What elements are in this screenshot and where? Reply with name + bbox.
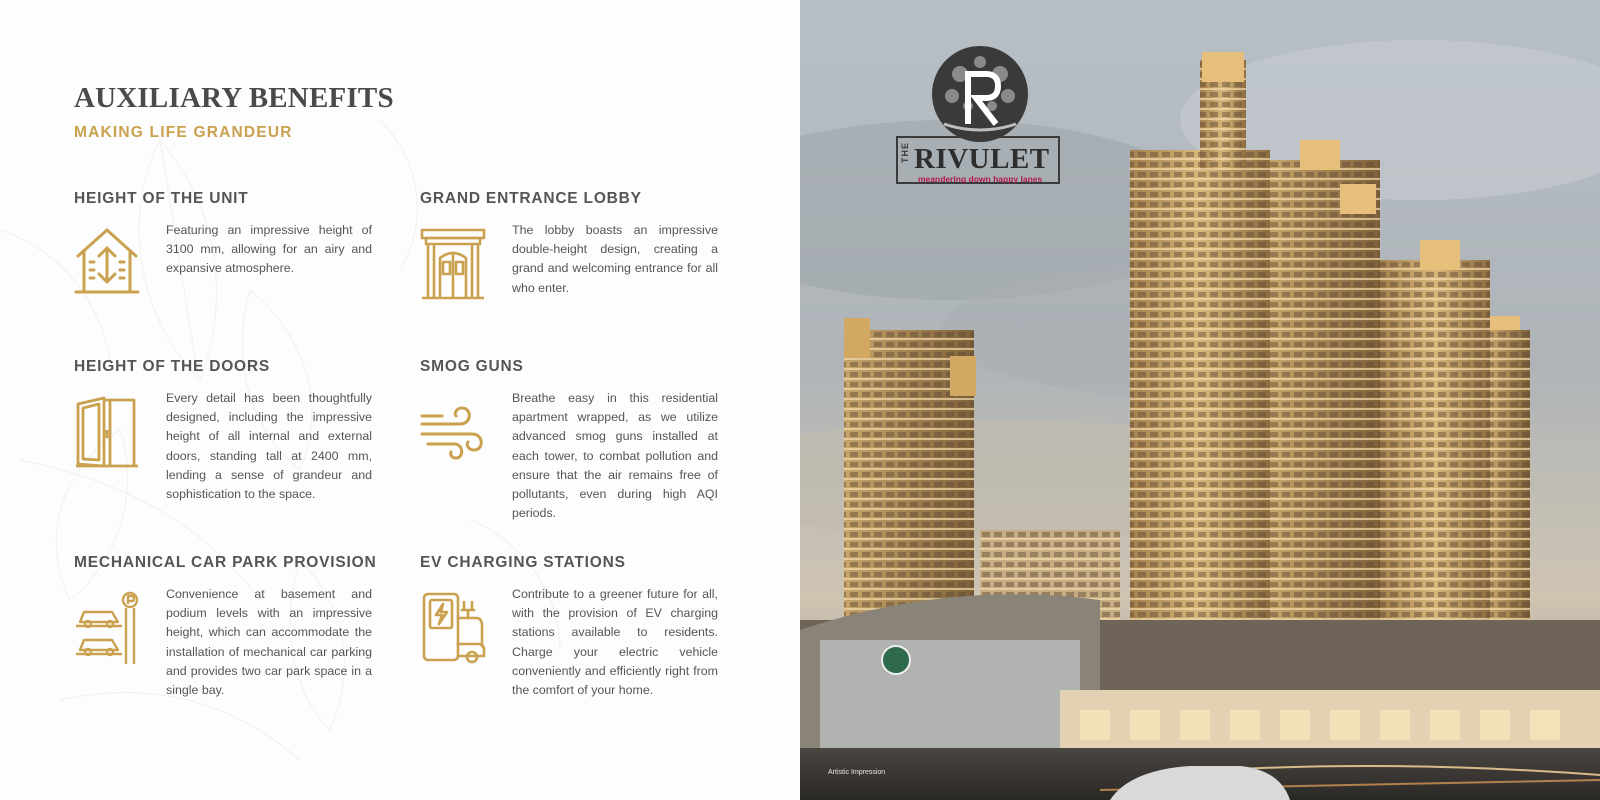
feature-title: HEIGHT OF THE DOORS — [74, 358, 271, 375]
feature-title: HEIGHT OF THE UNIT — [74, 190, 249, 207]
page-title: AUXILIARY BENEFITS — [74, 82, 394, 114]
logo-tagline: meandering down happy lanes — [918, 174, 1043, 184]
feature-description: Breathe easy in this residential apartment wrapped, as we utilize advanced smog guns installed at each tower, to combat pollution and ensure that the air remains free of pollutants, even during high AQI periods. — [512, 391, 718, 521]
height-arrow-house-icon — [74, 226, 140, 302]
ev-charger-icon — [420, 590, 486, 666]
feature-title: GRAND ENTRANCE LOBBY — [420, 190, 642, 207]
feature-title: MECHANICAL CAR PARK PROVISION — [74, 554, 377, 571]
grand-door-icon — [420, 226, 486, 302]
feature-description: Contribute to a greener future for all, with the provision of EV charging stations available to residents. Charge your electric vehicle conveniently and efficiently right from the comfort of your home. — [512, 587, 718, 698]
page-subtitle: MAKING LIFE GRANDEUR — [74, 124, 293, 141]
feature-description: The lobby boasts an impressive double-height design, creating a grand and welcoming entrance for all who enter. — [512, 223, 718, 295]
wind-icon — [420, 394, 486, 470]
feature-description: Featuring an impressive height of 3100 mm, allowing for an airy and expansive atmosphere. — [166, 223, 372, 276]
feature-description: Convenience at basement and podium levels with an impressive height, which can accommodate the installation of mechanical car parking and provides two car park space in a single bay. — [166, 587, 372, 698]
open-door-icon — [74, 394, 140, 470]
feature-title: SMOG GUNS — [420, 358, 524, 375]
the-rivulet-logo — [896, 44, 1066, 194]
logo-name: RIVULET — [914, 143, 1050, 175]
building-render-panel — [800, 0, 1600, 800]
feature-description: Every detail has been thoughtfully designed, including the impressive height of all internal and external doors, standing tall at 2400 mm, lending a sense of grandeur and sophistication to the space. — [166, 391, 372, 502]
feature-title: EV CHARGING STATIONS — [420, 554, 626, 571]
logo-wordmark — [896, 136, 1060, 184]
tree-emblem-icon — [930, 44, 1030, 144]
stacked-car-parking-icon — [74, 590, 140, 666]
image-caption: Artistic Impression — [828, 769, 886, 776]
logo-the: THE — [900, 142, 910, 163]
